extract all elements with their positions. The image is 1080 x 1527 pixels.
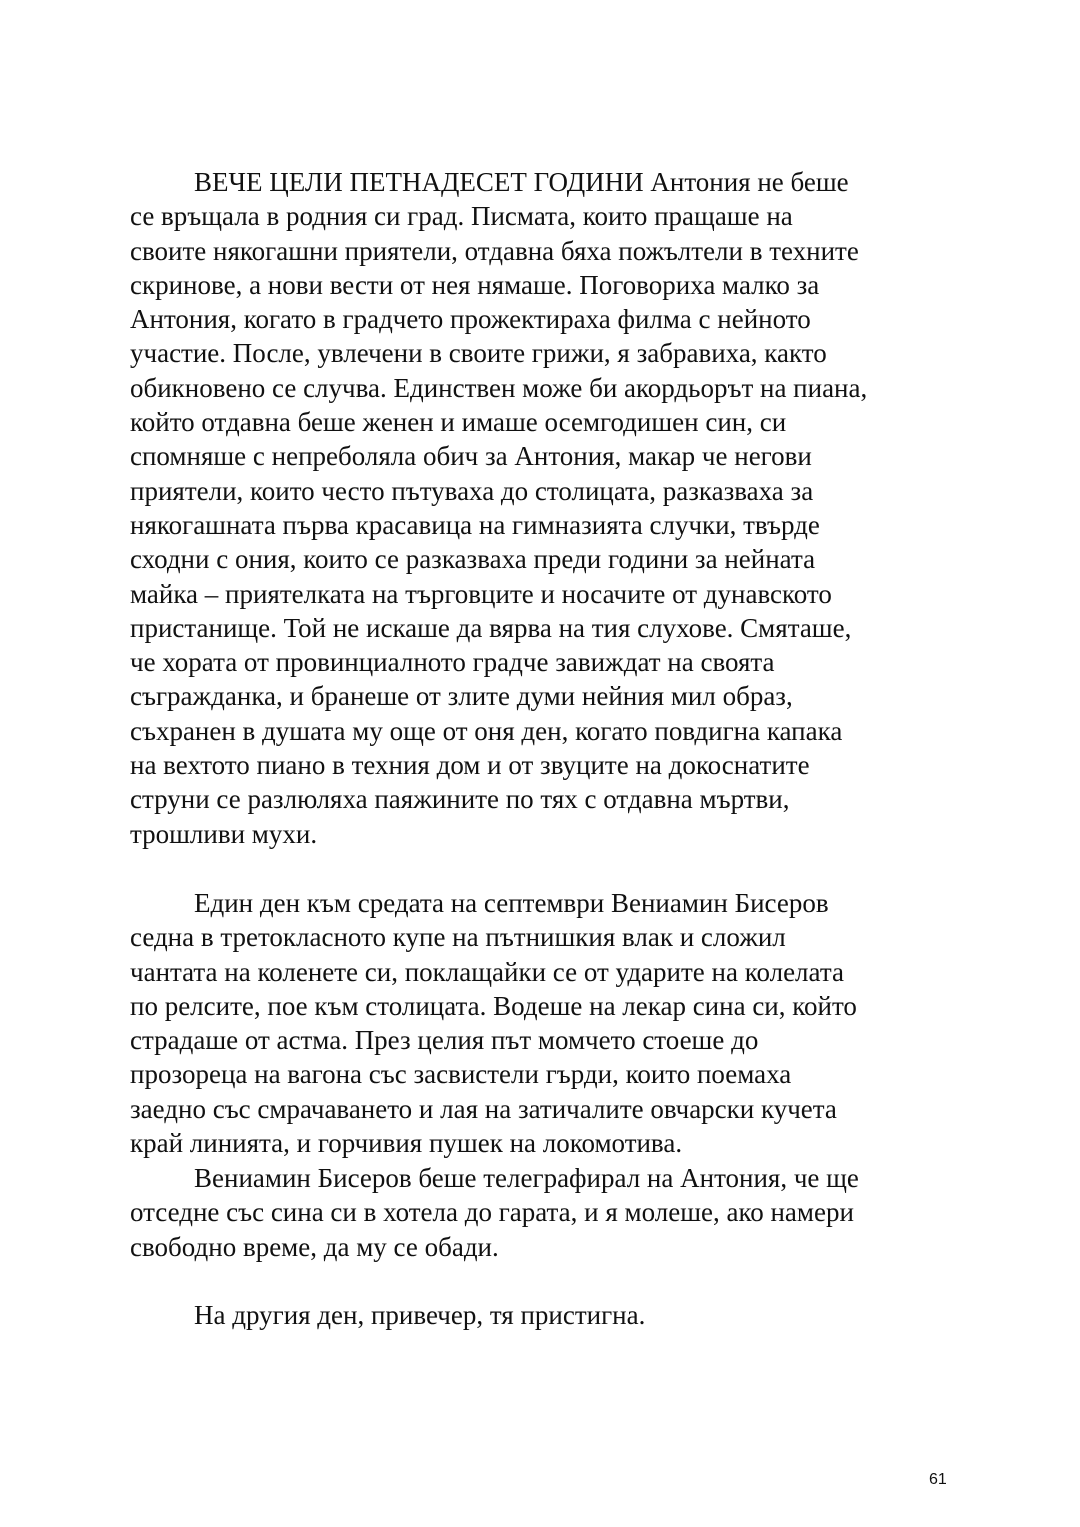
text-line: че хората от провинциалното градче завиждат на своята (130, 647, 775, 678)
text-line: прозореца на вагона със засвистели гърди, които поемаха (130, 1059, 792, 1090)
text-line: страдаше от астма. През целия път момчето стоеше до (130, 1025, 759, 1056)
text-line: своите някогашни приятели, отдавна бяха пожълтели в техните (130, 235, 859, 266)
text-line: пристанище. Той не искаше да вярва на тия слухове. Смяташе, (130, 612, 852, 643)
text-line: свободно време, да му се обади. (130, 1231, 499, 1262)
text-line: скринове, а нови вести от нея нямаше. Поговориха малко за (130, 269, 820, 300)
text-line: на вехтото пиано в техния дом и от звуците на докоснатите (130, 750, 810, 781)
text-line: ВЕЧЕ ЦЕЛИ ПЕТНАДЕСЕТ ГОДИНИ Антония не беше (194, 167, 849, 197)
text-line: Антония, когато в градчето прожектираха филма с нейното (130, 304, 811, 335)
text-line: чантата на коленете си, поклащайки се от ударите на колелата (130, 956, 844, 987)
paragraph-3 (130, 1161, 960, 1264)
text-line: съгражданка, и бранеше от злите думи нейния мил образ, (130, 681, 793, 712)
paragraph-2 (130, 886, 960, 1160)
text-line: някогашната първа красавица на гимназията случки, твърде (130, 509, 820, 540)
text-line: спомняше с непреболяла обич за Антония, макар че негови (130, 441, 812, 472)
text-line: Вениамин Бисеров беше телеграфирал на Антония, че ще (194, 1163, 859, 1193)
text-line: край линията, и горчивия пушек на локомотива. (130, 1128, 683, 1159)
paragraph-1 (130, 165, 960, 851)
text-line: който отдавна беше женен и имаше осемгодишен син, си (130, 407, 787, 438)
text-line: се връщала в родния си град. Писмата, които пращаше на (130, 201, 793, 232)
text-line: майка – приятелката на търговците и носачите от дунавското (130, 578, 832, 609)
text-line: седна в третокласното купе на пътнишкия влак и сложил (130, 922, 786, 953)
text-line: съхранен в душата му още от оня ден, когато повдигна капака (130, 715, 843, 746)
paragraph-4 (130, 1298, 960, 1332)
page-number: 61 (929, 1471, 947, 1488)
text-line: заедно със смрачаването и лая на затичалите овчарски кучета (130, 1093, 837, 1124)
text-line: обикновено се случва. Единствен може би акордьорът на пиана, (130, 372, 868, 403)
text-line: трошливи мухи. (130, 818, 318, 849)
text-line: На другия ден, привечер, тя пристигна. (194, 1300, 646, 1330)
text-line: участие. После, увлечени в своите грижи, я забравиха, както (130, 338, 827, 369)
text-line: отседне със сина си в хотела до гарата, и я молеше, ако намери (130, 1197, 854, 1228)
text-line: Един ден към средата на септември Вениамин Бисеров (194, 888, 829, 918)
text-line: приятели, които често пътуваха до столицата, разказваха за (130, 475, 814, 506)
text-line: струни се разлюляха паяжините по тях с отдавна мъртви, (130, 784, 790, 815)
text-line: сходни с ония, които се разказваха преди години за нейната (130, 544, 816, 575)
text-line: по релсите, пое към столицата. Водеше на лекар сина си, който (130, 990, 857, 1021)
